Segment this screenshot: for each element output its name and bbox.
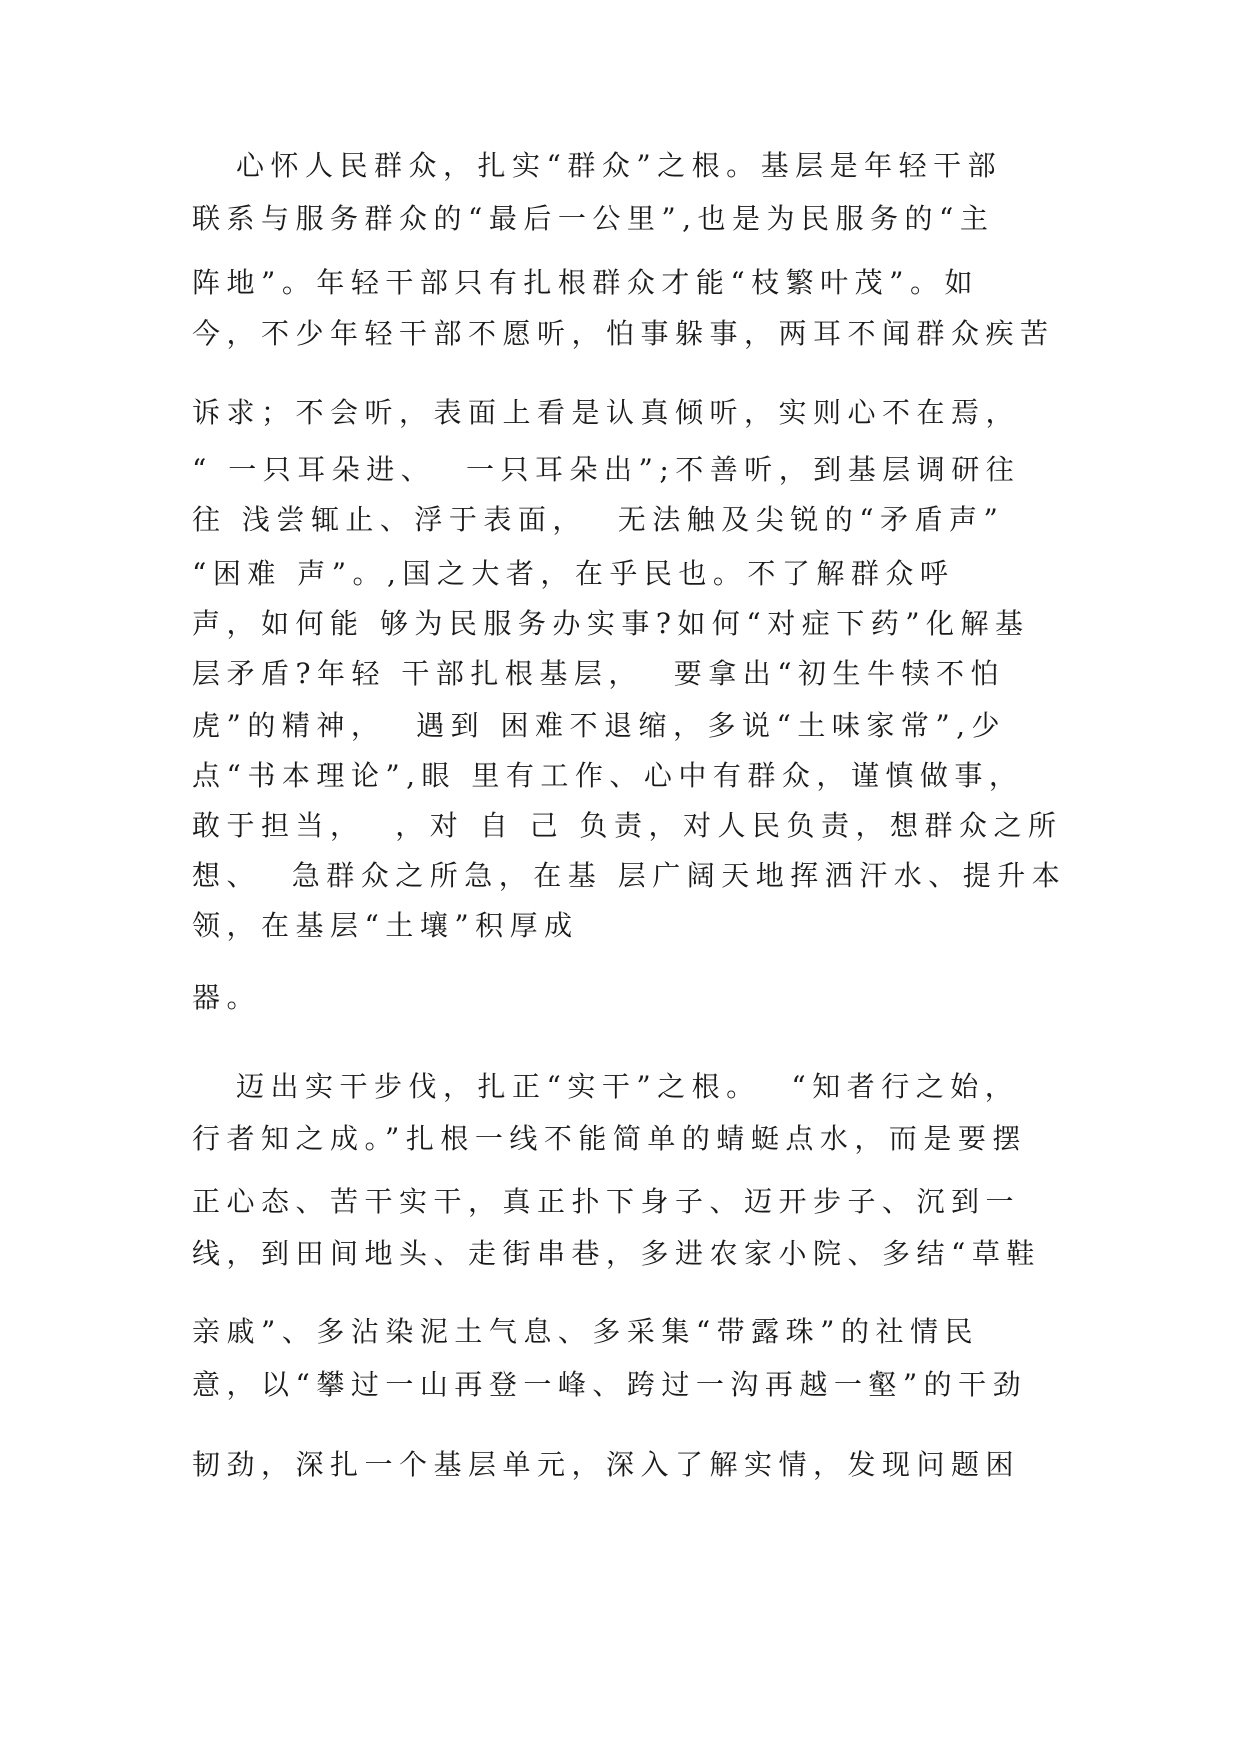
text-line-13: 敢于担当， ，对 自 己 负责，对人民负责，想群众之所 bbox=[192, 809, 1063, 842]
text-line-11: 虎”的精神， 遇到 困难不退缩，多说“土味家常”,少 bbox=[192, 709, 1007, 742]
text-line-23: 韧劲，深扎一个基层单元，深入了解实情，发现问题困 bbox=[192, 1448, 1021, 1481]
text-line-14: 想、 急群众之所急，在基 层广阔天地挥洒汗水、提升本 bbox=[192, 859, 1067, 892]
text-line-8: “困难 声”。,国之大者，在乎民也。不了解群众呼 bbox=[192, 557, 955, 590]
text-line-17: 迈出实干步伐，扎正“实干”之根。 “知者行之始， bbox=[236, 1070, 1020, 1103]
text-line-15: 领，在基层“土壤”积厚成 bbox=[192, 909, 579, 942]
text-line-12: 点“书本理论”,眼 里有工作、心中有群众，谨慎做事， bbox=[192, 759, 1024, 792]
text-line-22: 意，以“攀过一山再登一峰、跨过一沟再越一壑”的干劲 bbox=[192, 1368, 1028, 1401]
text-line-10: 层矛盾?年轻 干部扎根基层， 要拿出“初生牛犊不怕 bbox=[192, 657, 1006, 690]
text-line-18: 行者知之成。”扎根一线不能简单的蜻蜓点水，而是要摆 bbox=[192, 1122, 1027, 1155]
text-line-3: 阵地”。年轻干部只有扎根群众才能“枝繁叶茂”。如 bbox=[192, 266, 979, 299]
text-line-5: 诉求；不会听，表面上看是认真倾听，实则心不在焉， bbox=[192, 396, 1021, 429]
text-line-9: 声，如何能 够为民服务办实事?如何“对症下药”化解基 bbox=[192, 607, 1030, 640]
text-line-21: 亲戚”、多沾染泥土气息、多采集“带露珠”的社情民 bbox=[192, 1315, 979, 1348]
text-line-2: 联系与服务群众的“最后一公里”,也是为民服务的“主 bbox=[192, 202, 995, 235]
text-line-19: 正心态、苦干实干，真正扑下身子、迈开步子、沉到一 bbox=[192, 1185, 1021, 1218]
text-line-4: 今，不少年轻干部不愿听，怕事躲事，两耳不闻群众疾苦 bbox=[192, 317, 1055, 350]
text-line-7: 往 浅尝辄止、浮于表面， 无法触及尖锐的“矛盾声” bbox=[192, 503, 1005, 536]
text-line-16: 器。 bbox=[192, 981, 262, 1014]
text-line-1: 心怀人民群众，扎实“群众”之根。基层是年轻干部 bbox=[236, 149, 1003, 182]
text-line-20: 线，到田间地头、走街串巷，多进农家小院、多结“草鞋 bbox=[192, 1237, 1041, 1270]
text-line-6: “ 一只耳朵进、 一只耳朵出”;不善听，到基层调研往 bbox=[192, 453, 1021, 486]
